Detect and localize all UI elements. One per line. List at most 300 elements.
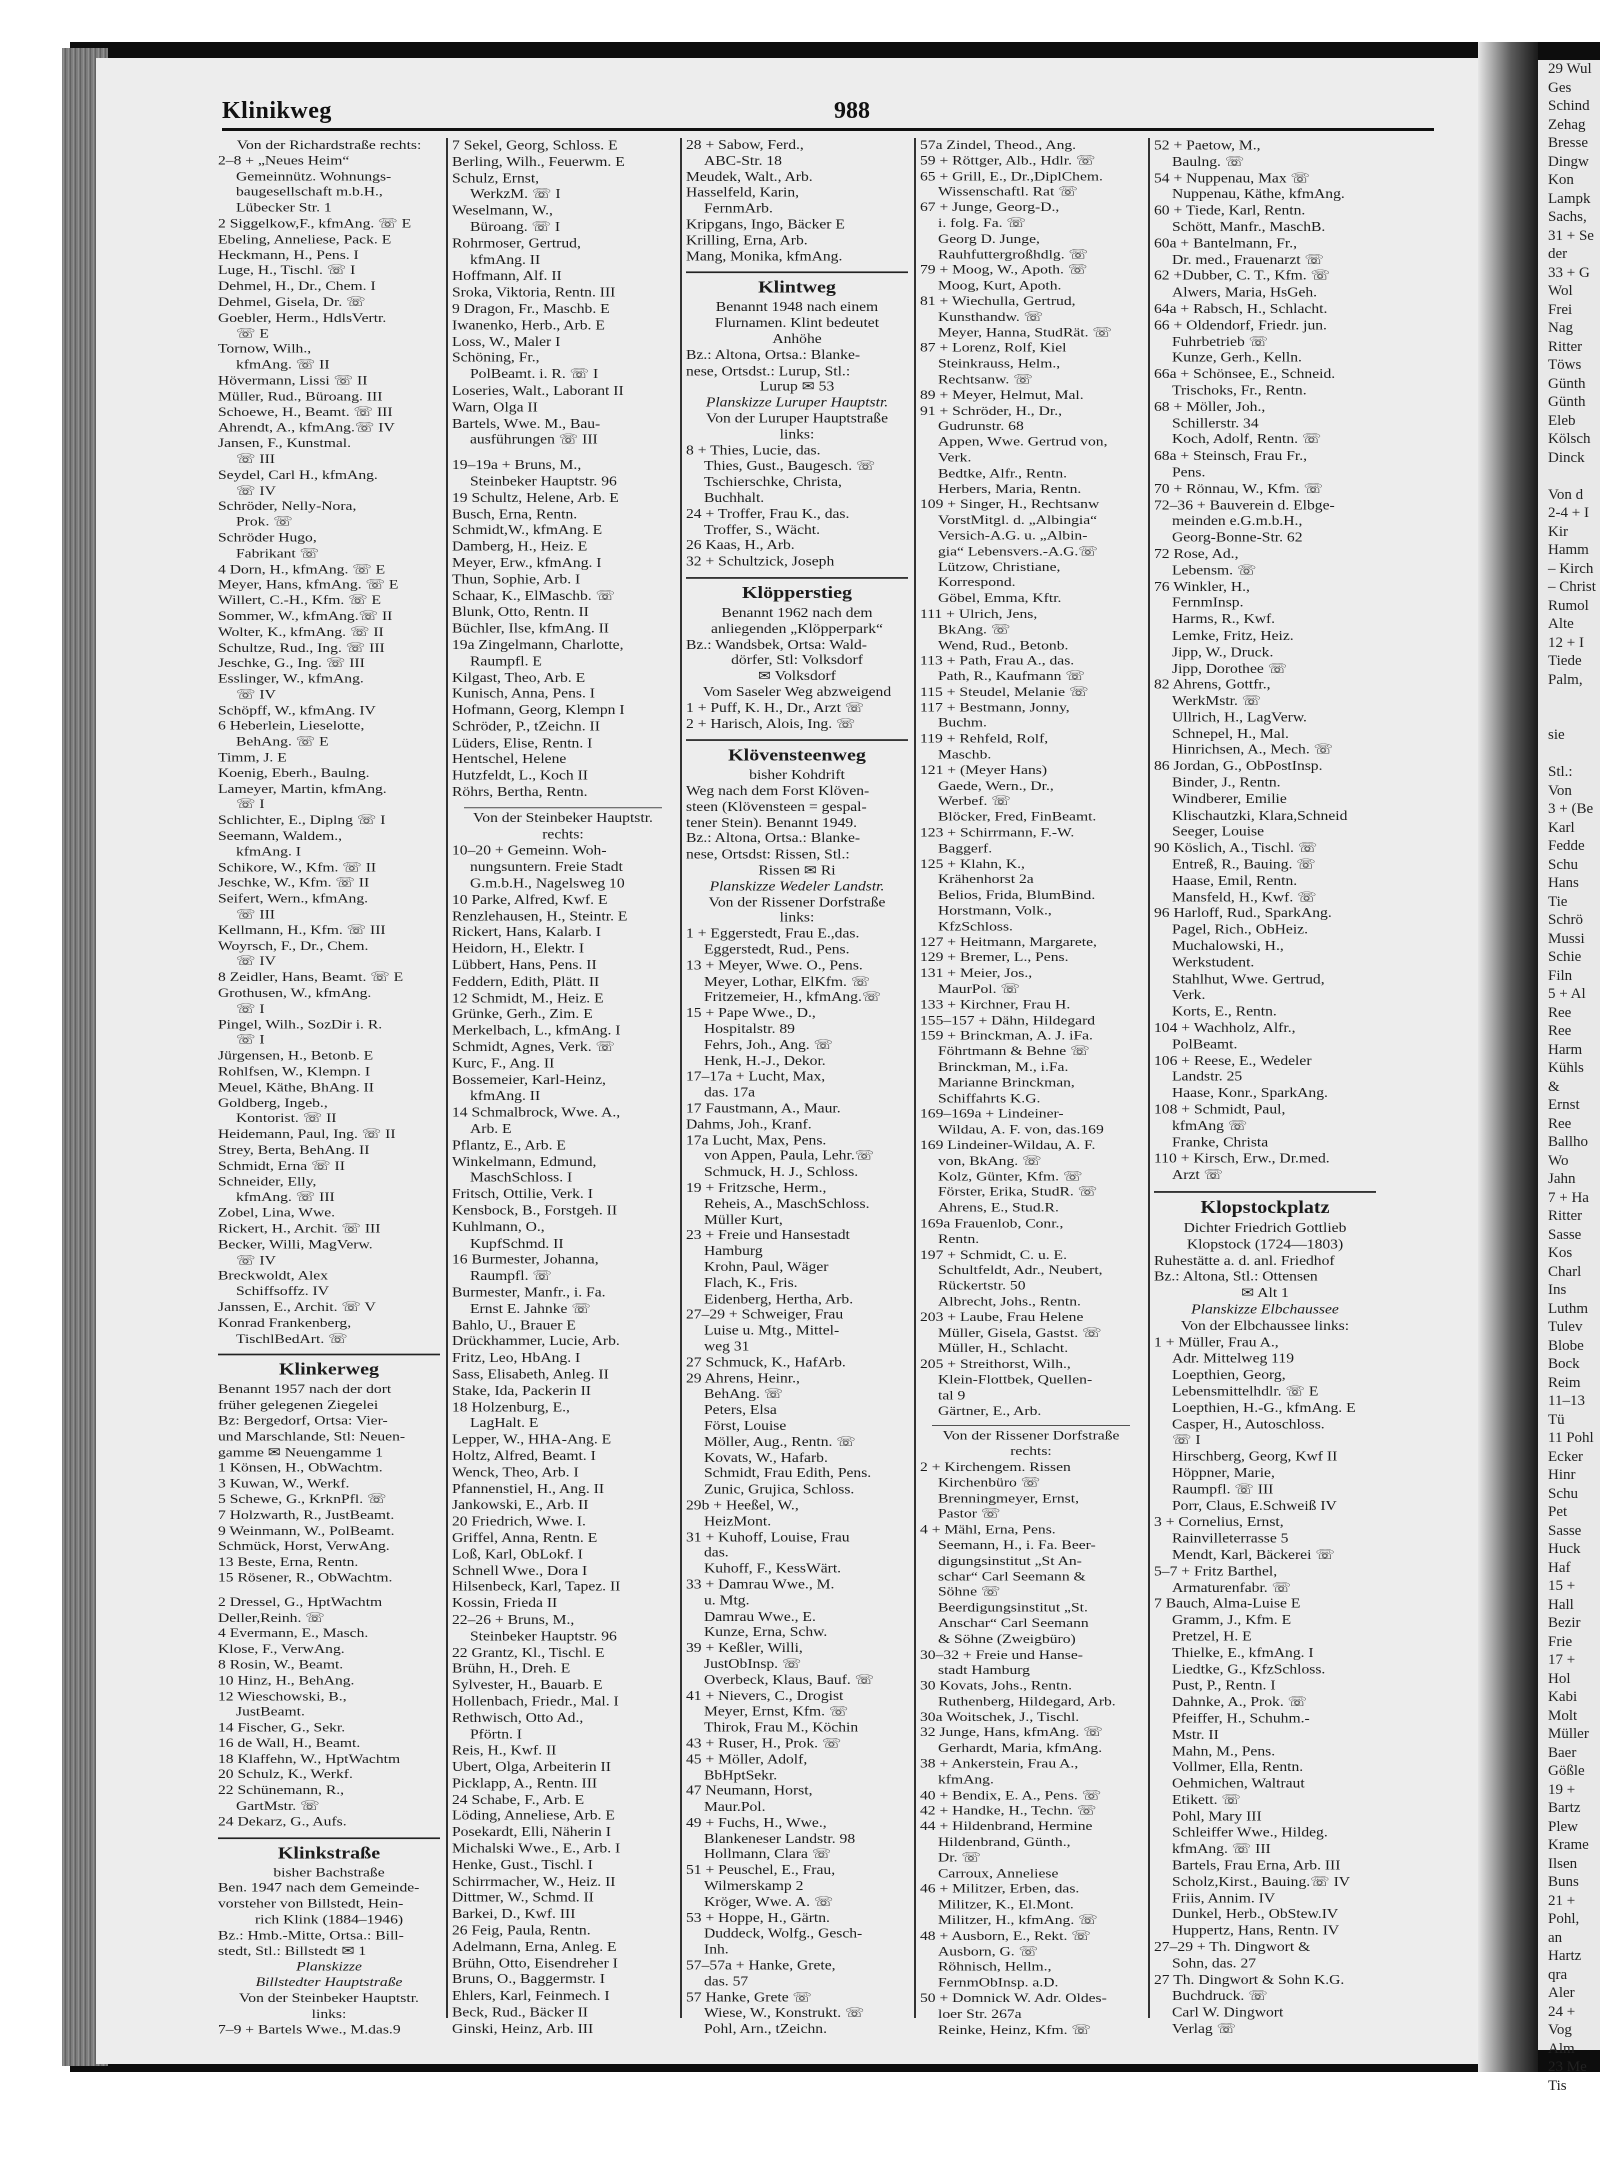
directory-line: Seeger, Louise (1172, 824, 1265, 840)
directory-line: Mahn, M., Pens. (1172, 1743, 1276, 1759)
directory-line: 19a Zingelmann, Charlotte, (452, 637, 624, 653)
directory-line: 117 + Bestmann, Jonny, (920, 700, 1070, 715)
directory-line: Schmuck, H. J., Schloss. (704, 1164, 859, 1180)
directory-line: Posekardt, Elli, Näherin I (452, 1825, 611, 1840)
directory-line: Werkstudent. (1172, 955, 1255, 971)
directory-line: Gerhardt, Maria, kfmAng. (938, 1741, 1103, 1756)
directory-line: FernmInsp. (1172, 595, 1244, 611)
directory-line: Loepthien, H.-G., kfmAng. E (1172, 1400, 1356, 1416)
next-page-line: Dinck (1548, 449, 1585, 466)
directory-line: 155–157 + Dähn, Hildegard (920, 1013, 1096, 1028)
directory-line: Ahrendt, A., kfmAng.☏ IV (218, 420, 395, 435)
directory-line: 28 + Sabow, Ferd., (686, 138, 804, 153)
next-page-line: Baer (1548, 1744, 1577, 1761)
directory-line: Etikett. ☏ (1172, 1792, 1241, 1808)
next-page-line: Von d (1548, 486, 1584, 503)
directory-line: ☏ I (1172, 1433, 1201, 1448)
directory-line: 5 Schewe, G., KrknPfl. ☏ (218, 1492, 387, 1507)
directory-line: Binder, J., Rentn. (1172, 775, 1281, 791)
next-page-line: Ges (1548, 79, 1572, 96)
directory-line: Förster, Erika, StudR. ☏ (938, 1185, 1098, 1200)
directory-line: Jipp, Dorothee ☏ (1172, 661, 1288, 676)
directory-line: Verk. (938, 450, 972, 465)
directory-line: Von der Rissener Dorfstraße (708, 895, 886, 910)
next-page-line: sie (1548, 727, 1565, 743)
directory-line: Entreß, R., Bauing. ☏ (1172, 857, 1316, 872)
directory-line: WerkzM. ☏ I (470, 187, 561, 202)
directory-line: Stahlhut, Wwe. Gertrud, (1172, 971, 1325, 987)
directory-line: KfzSchloss. (938, 919, 1013, 934)
directory-line: Krähenhorst 2a (938, 872, 1034, 887)
next-page-line: 11 Pohl (1548, 1430, 1594, 1446)
directory-line: 32 Junge, Hans, kfmAng. ☏ (920, 1725, 1103, 1740)
next-page-line: Pohl, (1548, 1911, 1580, 1927)
page-header (222, 98, 1432, 124)
directory-line: Oehmichen, Waltraut (1172, 1776, 1305, 1792)
directory-line: Rechtsanw. ☏ (938, 372, 1033, 387)
directory-line: Haase, Konr., SparkAng. (1172, 1086, 1328, 1101)
next-page-line: Ree (1548, 1004, 1572, 1021)
section-separator (932, 1425, 1130, 1426)
directory-line: stedt, Stl.: Billstedt ✉ 1 (218, 1944, 367, 1959)
directory-line: FernmArb. (704, 201, 773, 216)
directory-line: Blunk, Otto, Rentn. II (452, 604, 589, 620)
directory-line: Janssen, E., Archit. ☏ V (218, 1300, 376, 1315)
next-page-line: Ins (1548, 1282, 1567, 1298)
street-heading: Klinkerweg (218, 1354, 440, 1382)
directory-line: Pastor ☏ (938, 1506, 1001, 1522)
next-page-line: Hartz (1548, 1948, 1582, 1964)
directory-line: Höppner, Marie, (1172, 1465, 1275, 1481)
book-gutter (1478, 42, 1538, 2072)
directory-line: Bz.: Wandsbek, Ortsa: Wald- (686, 637, 867, 652)
directory-line: weg 31 (704, 1339, 750, 1354)
directory-line: von, BkAng. ☏ (938, 1153, 1042, 1169)
directory-line: 10–20 + Gemeinn. Woh- (452, 843, 607, 859)
directory-line: anliegenden „Klöpperpark“ (711, 621, 883, 636)
directory-line: Seemann, H., i. Fa. Beer- (938, 1538, 1096, 1553)
directory-line: 26 Feig, Paula, Rentn. (452, 1923, 591, 1939)
directory-line: Reheis, A., MaschSchloss. (704, 1196, 870, 1212)
directory-line: Hildenbrand, Günth., (938, 1835, 1071, 1850)
directory-line: Baggerf. (938, 841, 993, 856)
directory-line: früher gelegenen Ziegelei (218, 1398, 379, 1413)
directory-line: PolBeamt. (1172, 1037, 1238, 1052)
next-page-line: Ilsen (1548, 1855, 1578, 1872)
directory-line: steen (Klövensteen = gespal- (686, 799, 867, 815)
next-page-line: Gößle (1548, 1763, 1585, 1779)
directory-line: Söhne ☏ (938, 1585, 1001, 1600)
directory-line: Warn, Olga II (452, 399, 538, 415)
directory-line: Franke, Christa (1172, 1135, 1269, 1150)
directory-line: Ben. 1947 nach dem Gemeinde- (218, 1881, 420, 1896)
directory-line: Gaede, Wern., Dr., (938, 778, 1054, 793)
directory-line: Schleiffer Wwe., Hildeg. (1172, 1825, 1328, 1841)
directory-line: 47 Neumann, Horst, (686, 1783, 813, 1799)
directory-line: Winkelmann, Edmund, (452, 1154, 597, 1170)
next-page-line: Frie (1548, 1633, 1573, 1650)
next-page-line: Bock (1548, 1356, 1580, 1372)
directory-line: Ahrens, E., Stud.R. (938, 1200, 1059, 1215)
directory-line: 10 Hinz, H., BehAng. (218, 1673, 355, 1688)
directory-line: 38 + Ankerstein, Frau A., (920, 1756, 1079, 1772)
directory-line: Schröder Hugo, (218, 530, 317, 545)
directory-line: Klopstock (1724—1803) (1186, 1236, 1344, 1252)
directory-line: Thirok, Frau M., Köchin (704, 1720, 859, 1735)
directory-line: Picklapp, A., Rentn. III (452, 1775, 598, 1791)
directory-line: Heidorn, H., Elektr. I (452, 941, 585, 957)
directory-line: JustBeamt. (236, 1704, 305, 1720)
directory-line: Flach, K., Fris. (704, 1276, 798, 1291)
directory-line: ☏ III (236, 907, 275, 922)
directory-line: Bz.: Altona, Stl.: Ottensen (1154, 1269, 1318, 1285)
directory-line: Fabrikant ☏ (236, 546, 320, 561)
next-page-line: Hinr (1548, 1467, 1576, 1483)
directory-line: 60 + Tiede, Karl, Rentn. (1154, 203, 1306, 219)
directory-line: 82 Ahrens, Gottfr., (1154, 677, 1271, 693)
directory-line: Vom Saseler Weg abzweigend (702, 685, 892, 700)
directory-line: Kunsthandw. ☏ (938, 309, 1044, 325)
directory-line: Baulng. ☏ (1172, 154, 1245, 170)
directory-line: Arzt ☏ (1172, 1167, 1224, 1183)
directory-line: 44 + Hildenbrand, Hermine (920, 1819, 1093, 1834)
next-page-line: & (1548, 1078, 1560, 1095)
directory-line: Korts, E., Rentn. (1172, 1004, 1277, 1020)
directory-line: Wildau, A. F. von, das.169 (938, 1122, 1104, 1137)
directory-line: 4 Evermann, E., Masch. (218, 1626, 369, 1641)
directory-line: Hospitalstr. 89 (704, 1022, 795, 1037)
directory-line: 45 + Möller, Adolf, (686, 1752, 808, 1767)
directory-line: Jeschke, G., Ing. ☏ III (218, 656, 365, 671)
directory-line: Hoffmann, Alf. II (452, 268, 562, 284)
directory-line: Kunisch, Anna, Pens. I (452, 686, 595, 702)
directory-line: Rickert, H., Archit. ☏ III (218, 1221, 381, 1236)
directory-line: Georg-Bonne-Str. 62 (1172, 530, 1303, 546)
directory-line: Damrau Wwe., E. (704, 1609, 816, 1624)
directory-line: 54 + Nuppenau, Max ☏ (1154, 170, 1311, 186)
directory-line: Bossemeier, Karl-Heinz, (452, 1072, 606, 1088)
next-page-line: 3 + (Be (1548, 801, 1594, 817)
directory-line: Lützow, Christiane, (938, 559, 1061, 575)
directory-line: Werbef. ☏ (938, 794, 1011, 809)
directory-line: Deller,Reinh. ☏ (218, 1610, 325, 1625)
directory-line: 14 Schmalbrock, Wwe. A., (452, 1105, 621, 1121)
next-page-line: Bartz (1548, 1800, 1581, 1816)
directory-line: Verlag ☏ (1172, 2021, 1237, 2037)
next-page-line: Hamm (1548, 542, 1589, 558)
directory-line: Schnell Wwe., Dora I (452, 1563, 588, 1579)
next-page-line: 11–13 (1548, 1393, 1585, 1409)
directory-line: loer Str. 267a (938, 2007, 1022, 2022)
directory-line: digungsinstitut „St An- (938, 1553, 1082, 1568)
next-page-line: Schind (1548, 98, 1590, 114)
directory-line: 6 Heberlein, Lieselotte, (218, 719, 365, 734)
directory-line: ABC-Str. 18 (704, 153, 782, 169)
directory-line: Kirchenbüro ☏ (938, 1475, 1041, 1490)
directory-line: 22–26 + Bruns, M., (452, 1612, 575, 1628)
directory-line: Carl W. Dingwort (1172, 2005, 1284, 2021)
directory-line: dörfer, Stl: Volksdorf (731, 653, 863, 668)
directory-line: Klischautzki, Klara,Schneid (1172, 808, 1348, 823)
directory-line: Meuel, Käthe, BhAng. II (218, 1080, 374, 1095)
directory-line: Strey, Berta, BehAng. II (218, 1143, 370, 1158)
directory-line: Breckwoldt, Alex (218, 1268, 329, 1283)
directory-line: Schiffsoffz. IV (236, 1284, 329, 1299)
directory-line: Lübbert, Hans, Pens. II (452, 957, 597, 973)
directory-line: 111 + Ulrich, Jens, (920, 606, 1038, 622)
directory-line: Marianne Brinckman, (938, 1075, 1075, 1090)
directory-line: Buchm. (938, 716, 987, 731)
directory-line: 62 +Dubber, C. T., Kfm. ☏ (1154, 268, 1331, 284)
directory-line: Schneider, Elly, (218, 1174, 317, 1189)
directory-line: Appen, Wwe. Gertrud von, (938, 434, 1108, 450)
directory-line: Schiffahrts K.G. (938, 1091, 1041, 1106)
directory-line: Herbers, Maria, Rentn. (938, 481, 1082, 496)
directory-line: 133 + Kirchner, Frau H. (920, 997, 1071, 1012)
directory-line: Pohl, Mary III (1172, 1809, 1262, 1824)
directory-line: 22 Schünemann, R., (218, 1783, 345, 1798)
directory-line: bisher Bachstraße (273, 1865, 385, 1880)
next-page-line: Sachs, (1548, 209, 1587, 225)
directory-line: ☏ I (236, 797, 265, 812)
next-page-line: qra (1548, 1966, 1568, 1983)
directory-line: tener Stein). Benannt 1949. (686, 815, 858, 831)
directory-line: Benannt 1948 nach einem (715, 300, 879, 315)
directory-line: 15 Rösener, R., ObWachtm. (218, 1570, 393, 1586)
directory-line: GartMstr. ☏ (236, 1799, 320, 1814)
next-page-line: Charl (1548, 1263, 1582, 1280)
directory-line: 89 + Meyer, Helmut, Mal. (920, 388, 1084, 403)
next-page-line: Mussi (1548, 930, 1585, 947)
directory-line: Liedtke, G., KfzSchloss. (1172, 1661, 1326, 1677)
directory-line: Bedtke, Alfr., Rentn. (938, 466, 1068, 481)
directory-line: kfmAng ☏ (1172, 1118, 1248, 1134)
directory-line: 19 + Fritzsche, Herm., (686, 1180, 827, 1196)
directory-line: bisher Kohdrift (749, 768, 845, 783)
directory-line: Koch, Adolf, Rentn. ☏ (1172, 432, 1322, 448)
directory-line: Fritz, Leo, HbAng. I (452, 1350, 581, 1366)
next-page-line: Von (1548, 782, 1572, 799)
next-page-line: Nag (1548, 320, 1573, 336)
directory-line: Kröger, Wwe. A. ☏ (704, 1895, 834, 1910)
directory-line: Kovats, W., Hafarb. (704, 1450, 828, 1466)
directory-line: kfmAng. II (470, 252, 541, 268)
directory-line: 31 + Kuhoff, Louise, Frau (686, 1530, 850, 1545)
directory-line: Reinke, Heinz, Kfm. ☏ (938, 2022, 1091, 2037)
directory-line: Klein-Flottbek, Quellen- (938, 1372, 1093, 1387)
directory-line: Thun, Sophie, Arb. I (452, 572, 581, 587)
directory-line: links: (311, 2006, 347, 2022)
directory-line: i. folg. Fa. ☏ (938, 216, 1026, 231)
directory-line: Luise u. Mtg., Mittel- (704, 1323, 840, 1339)
directory-line: Lemke, Fritz, Heiz. (1172, 628, 1294, 644)
directory-line: Fritzemeier, H., kfmAng.☏ (704, 990, 882, 1005)
directory-line: 66a + Schönsee, E., Schneid. (1154, 366, 1336, 382)
next-page-line: 15 + (1548, 1578, 1576, 1594)
directory-line: links: (779, 911, 815, 926)
next-page-line: Vog (1548, 2022, 1572, 2038)
directory-line: 30 Kovats, Johs., Rentn. (920, 1678, 1073, 1693)
directory-line: Reis, H., Kwf. II (452, 1743, 557, 1759)
directory-line: Bahlo, U., Brauer E (452, 1317, 576, 1333)
next-page-line: Buns (1548, 1874, 1579, 1890)
directory-line: Steinkrauss, Helm., (938, 356, 1061, 371)
next-page-line: Filn (1548, 967, 1573, 984)
directory-line: Timm, J. E (218, 750, 287, 765)
directory-line: Pfannenstiel, H., Ang. II (452, 1481, 605, 1497)
directory-line: Seifert, Wern., kfmAng. (218, 891, 369, 907)
directory-line: Hinrichsen, A., Mech. ☏ (1172, 742, 1334, 758)
directory-line: Wilmerskamp 2 (704, 1879, 804, 1894)
directory-line: 33 + Damrau Wwe., M. (686, 1577, 835, 1593)
directory-line: Planskizze (296, 1959, 362, 1974)
directory-line: Sroka, Viktoria, Rentn. III (452, 285, 616, 301)
directory-line: Rauhfuttergroßhdlg. ☏ (938, 247, 1089, 262)
directory-line: ausführungen ☏ III (470, 432, 598, 448)
directory-line: 17a Lucht, Max, Pens. (686, 1133, 827, 1148)
section-separator (464, 807, 662, 808)
directory-line: FernmObInsp. a.D. (938, 1975, 1059, 1990)
next-page-line: Ritter (1548, 338, 1583, 355)
directory-line: Gramm, J., Kfm. E (1172, 1612, 1292, 1628)
directory-line: 7 Bauch, Alma-Luise E (1154, 1596, 1301, 1612)
next-page-line: 2-4 + I (1548, 505, 1589, 521)
directory-line: 65 + Grill, E., Dr.,DiplChem. (920, 169, 1103, 184)
next-page-line: Karl (1548, 819, 1575, 836)
directory-line: 13 Beste, Erna, Rentn. (218, 1555, 359, 1570)
directory-line: Path, R., Kaufmann ☏ (938, 669, 1085, 684)
directory-line: Meyer, Hans, kfmAng. ☏ E (218, 577, 399, 592)
directory-line: 8 + Thies, Lucie, das. (686, 443, 821, 458)
next-page-line: Luthm (1548, 1300, 1588, 1317)
directory-line: 7–9 + Bartels Wwe., M.das.9 (218, 2022, 401, 2037)
directory-line: Steinbeker Hauptstr. 96 (470, 1628, 617, 1644)
next-page-line: Tü (1548, 1411, 1565, 1428)
directory-line: 59 + Röttger, Alb., Hdlr. ☏ (920, 153, 1096, 168)
directory-line: Arb. E (470, 1121, 512, 1137)
directory-line: Haase, Emil, Rentn. (1172, 873, 1298, 889)
directory-line: Von der Richardstraße rechts: (236, 138, 422, 153)
directory-line: nungsuntern. Freie Stadt (470, 859, 623, 875)
directory-line: Muchalowski, H., (1172, 938, 1284, 954)
directory-line: Müller, H., Schlacht. (938, 1341, 1069, 1356)
directory-line: kfmAng. ☏ III (1172, 1841, 1271, 1857)
directory-line: schar“ Carl Seemann & (938, 1569, 1086, 1584)
next-page-line: 12 + I (1548, 634, 1584, 651)
directory-line: Kossin, Frieda II (452, 1596, 558, 1611)
directory-line: Korrespond. (938, 575, 1016, 590)
directory-line: Lepper, W., HHA-Ang. E (452, 1432, 612, 1448)
directory-line: Vollmer, Ella, Rentn. (1172, 1760, 1304, 1775)
next-page-line: Günth (1548, 375, 1586, 392)
directory-line: Mstr. II (1172, 1727, 1219, 1743)
directory-line: 43 + Ruser, H., Prok. ☏ (686, 1736, 842, 1751)
directory-line: 30–32 + Freie und Hanse- (920, 1647, 1083, 1662)
directory-line: 42 + Handke, H., Techn. ☏ (920, 1803, 1097, 1819)
directory-line: 76 Winkler, H., (1154, 579, 1250, 595)
directory-line: Georg D. Junge, (938, 231, 1040, 246)
directory-line: Griffel, Anna, Rentn. E (452, 1530, 598, 1546)
directory-line: 24 Dekarz, G., Aufs. (218, 1814, 347, 1829)
directory-line: Raumpfl. ☏ III (1172, 1482, 1274, 1497)
directory-line: 129 + Bremer, L., Pens. (920, 950, 1069, 965)
next-page-line: Krame (1548, 1837, 1589, 1853)
next-page-line: Blobe (1548, 1337, 1584, 1354)
directory-line: Von der Rissener Dorfstraße (942, 1428, 1120, 1443)
directory-line: 4 Dorn, H., kfmAng. ☏ E (218, 562, 386, 577)
directory-line: Adr. Mittelweg 119 (1172, 1351, 1294, 1367)
next-page-line: Schu (1548, 1485, 1578, 1502)
directory-line: Grünke, Gerh., Zim. E (452, 1007, 593, 1022)
directory-line: Luge, H., Tischl. ☏ I (218, 263, 356, 278)
directory-line: 109 + Singer, H., Rechtsanw (920, 497, 1100, 512)
directory-line: Seydel, Carl H., kfmAng. (218, 467, 378, 483)
directory-line: Krilling, Erna, Arb. (686, 233, 808, 248)
directory-line: Pust, P., Rentn. I (1172, 1678, 1276, 1694)
directory-line: Brühn, Otto, Eisendreher I (452, 1955, 618, 1971)
directory-line: Ruthenberg, Hildegard, Arb. (938, 1694, 1116, 1709)
directory-line: ☏ IV (236, 483, 276, 498)
directory-line: Pens. (1172, 464, 1206, 480)
directory-line: Weselmann, W., (452, 203, 553, 219)
directory-line: Dahms, Joh., Kranf. (686, 1117, 812, 1132)
directory-line: Ubert, Olga, Arbeiterin II (452, 1759, 611, 1775)
next-page-line (1538, 689, 1600, 708)
directory-line: Rohrmoser, Gertrud, (452, 236, 581, 251)
directory-line: Ernst E. Jahnke ☏ (470, 1301, 591, 1317)
directory-line: 68a + Steinsch, Frau Fr., (1154, 448, 1308, 464)
next-page-line: Alm (1548, 2040, 1575, 2057)
running-head-title: Klinikweg (222, 98, 332, 124)
directory-line: Raumpfl. ☏ (470, 1268, 552, 1284)
next-page-line: Aler (1548, 1985, 1575, 2001)
directory-line: 27 Schmuck, K., HafArb. (686, 1355, 846, 1370)
directory-line: Horstmann, Volk., (938, 903, 1052, 918)
next-page-line: Schie (1548, 949, 1582, 965)
directory-line: tal 9 (938, 1388, 966, 1403)
next-page-line: Bresse (1548, 135, 1588, 151)
next-page-line: – Christ (1548, 579, 1596, 595)
directory-line: rechts: (1010, 1444, 1052, 1459)
directory-line: 51 + Peuschel, E., Frau, (686, 1863, 836, 1878)
directory-line: 27–29 + Schweiger, Frau (686, 1307, 844, 1323)
directory-line: 29b + Heeßel, W., (686, 1498, 799, 1513)
directory-line: Goldberg, Ingeb., (218, 1095, 328, 1111)
directory-line: Lebensm. ☏ (1172, 562, 1257, 578)
directory-line: Hirschberg, Georg, Kwf II (1172, 1449, 1338, 1465)
directory-line: Busch, Erna, Rentn. (452, 506, 578, 522)
next-page-line: Tulev (1548, 1319, 1583, 1335)
directory-line: Pingel, Wilh., SozDir i. R. (218, 1017, 383, 1032)
directory-line: Möller, Aug., Rentn. ☏ (704, 1434, 856, 1450)
next-page-line: Frei (1548, 301, 1573, 318)
next-page-line: Sasse (1548, 1226, 1582, 1243)
directory-line: Föhrtmann & Behne ☏ (938, 1044, 1090, 1059)
next-page-line: Günth (1548, 394, 1586, 410)
directory-line: ☏ III (236, 452, 275, 467)
directory-line: Gudrunstr. 68 (938, 419, 1024, 434)
directory-line: vorsteher von Billstedt, Hein- (218, 1896, 404, 1912)
directory-line: Schröder, P., tZeichn. II (452, 719, 600, 735)
directory-line: Dahnke, A., Prok. ☏ (1172, 1694, 1308, 1710)
directory-line: Berling, Wilh., Feuerwm. E (452, 154, 625, 170)
directory-line: 90 Köslich, A., Tischl. ☏ (1154, 840, 1318, 856)
directory-line: 48 + Ausborn, E., Rekt. ☏ (920, 1928, 1091, 1944)
directory-line: Iwanenko, Herb., Arb. E (452, 317, 605, 333)
directory-line: ☏ E (236, 326, 269, 341)
directory-line: Hilsenbeck, Karl, Tapez. II (452, 1579, 621, 1595)
directory-line: Eidenberg, Hertha, Arb. (704, 1291, 854, 1307)
